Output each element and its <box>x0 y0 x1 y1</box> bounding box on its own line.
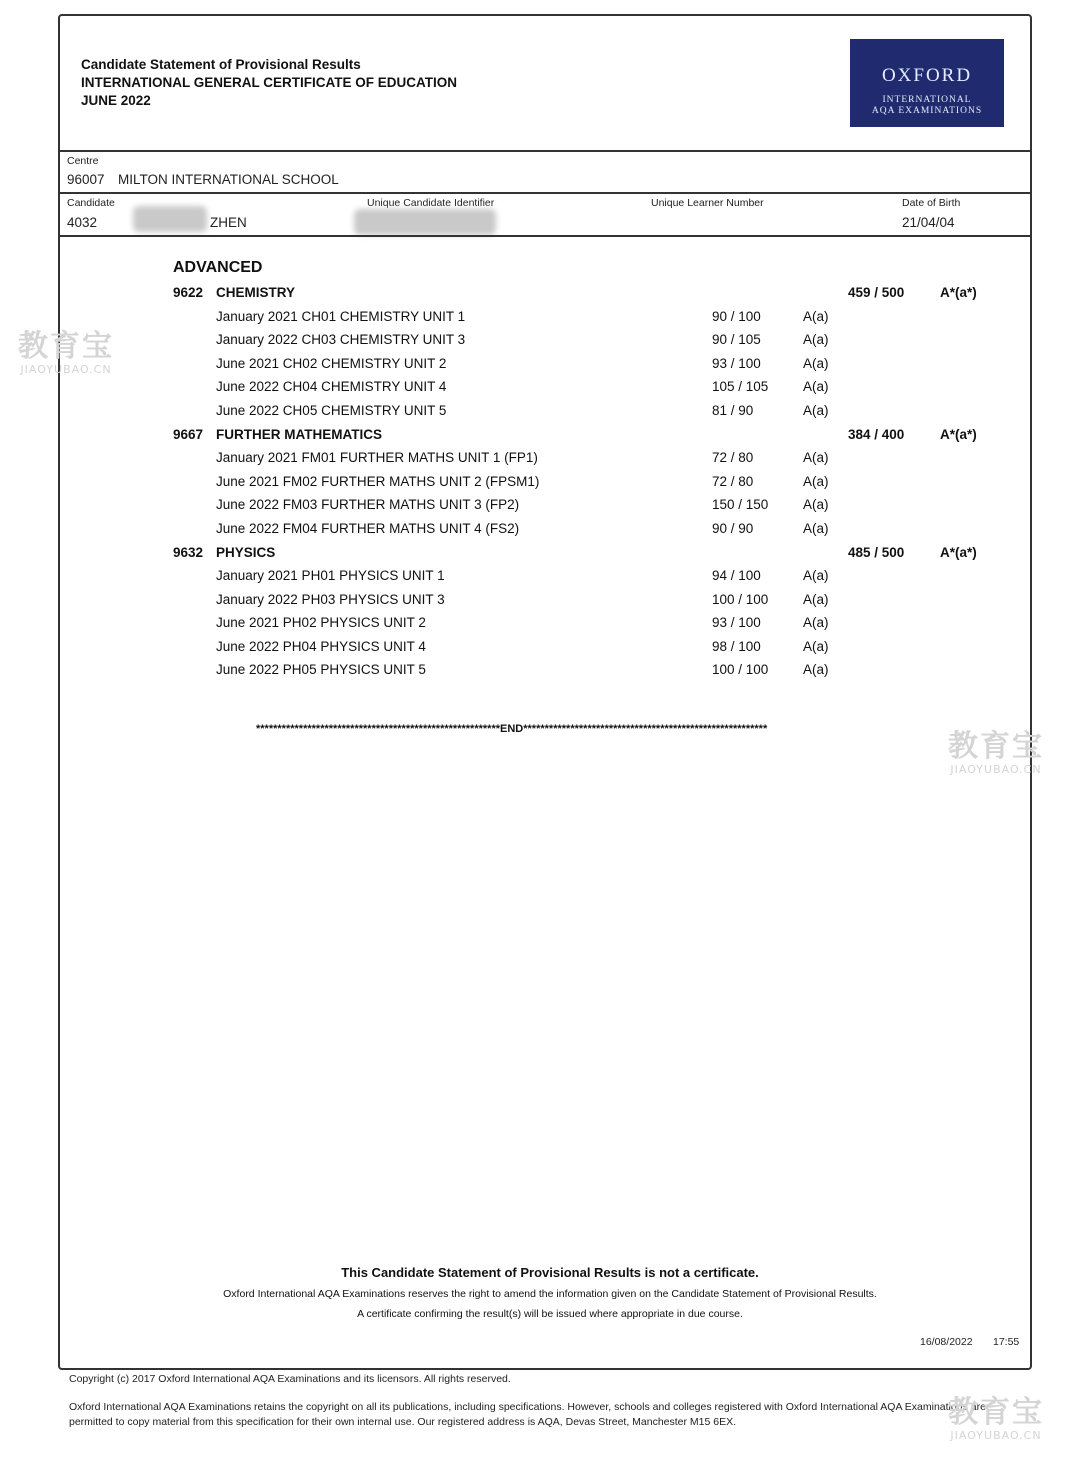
subject-row <box>0 545 1080 567</box>
section-title: ADVANCED <box>173 259 263 276</box>
amend-notice: Oxford International AQA Examinations reserves the right to amend the information given on the Candidate Statement of Provisional Results. <box>223 1288 877 1300</box>
copyright-line3: permitted to copy material from this specification for their own internal use. Our registered address is AQA, Devas Street, Manchester M15 6EX. <box>69 1416 737 1428</box>
unit-row <box>0 474 1080 496</box>
unit-row <box>0 403 1080 425</box>
issue-date: 16/08/2022 <box>920 1336 973 1348</box>
unit-mark: 90 / 105 <box>712 332 761 347</box>
unit-row <box>0 309 1080 331</box>
watermark-url: JIAOYUBAO.CN <box>950 1429 1042 1442</box>
issue-time: 17:55 <box>993 1336 1020 1348</box>
redacted-name <box>133 206 207 232</box>
certificate-notice: A certificate confirming the result(s) will be issued where appropriate in due course. <box>357 1308 743 1320</box>
unit-row <box>0 521 1080 543</box>
unit-name: June 2022 CH04 CHEMISTRY UNIT 4 <box>216 379 447 394</box>
watermark-url: JIAOYUBAO.CN <box>950 763 1042 776</box>
unit-row <box>0 615 1080 637</box>
unit-row <box>0 332 1080 354</box>
unit-row <box>0 662 1080 684</box>
unit-name: June 2021 CH02 CHEMISTRY UNIT 2 <box>216 356 447 371</box>
unit-grade: A(a) <box>803 309 829 324</box>
divider <box>58 235 1032 237</box>
unit-name: January 2021 PH01 PHYSICS UNIT 1 <box>216 568 445 583</box>
subject-row <box>0 285 1080 307</box>
unit-grade: A(a) <box>803 474 829 489</box>
unit-row <box>0 497 1080 519</box>
unit-name: January 2022 CH03 CHEMISTRY UNIT 3 <box>216 332 466 347</box>
unit-grade: A(a) <box>803 497 829 512</box>
watermark <box>948 730 1044 776</box>
unit-row <box>0 356 1080 378</box>
subject-grade: A*(a*) <box>940 545 977 560</box>
unit-mark: 90 / 100 <box>712 309 761 324</box>
watermark-text: 教育宝 <box>948 729 1044 764</box>
subject-code: 9667 <box>173 427 204 442</box>
unit-mark: 81 / 90 <box>712 403 754 418</box>
end-marker: *********************************************************END********************************************************* <box>256 723 768 735</box>
unit-row <box>0 568 1080 590</box>
subject-row <box>0 427 1080 449</box>
copyright-line1: Copyright (c) 2017 Oxford International AQA Examinations and its licensors. All rights reserved. <box>69 1373 511 1385</box>
unit-grade: A(a) <box>803 568 829 583</box>
divider <box>58 192 1032 194</box>
redacted-uci <box>354 209 496 235</box>
unit-grade: A(a) <box>803 592 829 607</box>
candidate-label: Candidate <box>67 197 115 209</box>
unit-mark: 98 / 100 <box>712 639 761 654</box>
dob-value: 21/04/04 <box>902 215 955 230</box>
unit-grade: A(a) <box>803 356 829 371</box>
unit-grade: A(a) <box>803 403 829 418</box>
subject-grade: A*(a*) <box>940 427 977 442</box>
unit-mark: 100 / 100 <box>712 662 769 677</box>
unit-grade: A(a) <box>803 639 829 654</box>
unit-row <box>0 639 1080 661</box>
unit-name: June 2022 PH04 PHYSICS UNIT 4 <box>216 639 426 654</box>
not-certificate-notice: This Candidate Statement of Provisional Results is not a certificate. <box>341 1265 759 1280</box>
unit-row <box>0 379 1080 401</box>
unit-name: June 2021 FM02 FURTHER MATHS UNIT 2 (FPSM1) <box>216 474 540 489</box>
unit-name: January 2021 FM01 FURTHER MATHS UNIT 1 (FP1) <box>216 450 538 465</box>
subject-grade: A*(a*) <box>940 285 977 300</box>
subject-name: FURTHER MATHEMATICS <box>216 427 382 442</box>
subject-name: CHEMISTRY <box>216 285 296 300</box>
unit-mark: 100 / 100 <box>712 592 769 607</box>
unit-name: June 2022 CH05 CHEMISTRY UNIT 5 <box>216 403 447 418</box>
subject-total: 485 / 500 <box>848 545 905 560</box>
subject-total: 459 / 500 <box>848 285 905 300</box>
candidate-name: ZHEN <box>210 215 247 230</box>
divider <box>58 150 1032 152</box>
unit-grade: A(a) <box>803 379 829 394</box>
unit-name: June 2021 PH02 PHYSICS UNIT 2 <box>216 615 426 630</box>
dob-label: Date of Birth <box>902 197 961 209</box>
oxford-aqa-logo <box>850 39 1004 127</box>
unit-mark: 93 / 100 <box>712 615 761 630</box>
watermark-text: 教育宝 <box>18 329 114 364</box>
unit-grade: A(a) <box>803 521 829 536</box>
subject-code: 9622 <box>173 285 204 300</box>
unit-grade: A(a) <box>803 615 829 630</box>
unit-row <box>0 592 1080 614</box>
unit-mark: 94 / 100 <box>712 568 761 583</box>
watermark <box>18 330 114 376</box>
header-title-line2: INTERNATIONAL GENERAL CERTIFICATE OF EDUCATION <box>81 75 457 90</box>
unit-grade: A(a) <box>803 662 829 677</box>
subject-name: PHYSICS <box>216 545 276 560</box>
uci-label: Unique Candidate Identifier <box>367 197 495 209</box>
unit-mark: 90 / 90 <box>712 521 754 536</box>
subject-code: 9632 <box>173 545 204 560</box>
unit-mark: 105 / 105 <box>712 379 769 394</box>
subject-total: 384 / 400 <box>848 427 905 442</box>
unit-grade: A(a) <box>803 332 829 347</box>
logo-name: OXFORD <box>881 65 973 86</box>
unit-mark: 72 / 80 <box>712 450 754 465</box>
unit-mark: 72 / 80 <box>712 474 754 489</box>
centre-label: Centre <box>67 155 99 167</box>
logo-sub1: INTERNATIONAL <box>882 95 972 105</box>
centre-number: 96007 <box>67 172 105 187</box>
uln-label: Unique Learner Number <box>651 197 764 209</box>
header-title-line1: Candidate Statement of Provisional Results <box>81 57 361 72</box>
unit-name: June 2022 PH05 PHYSICS UNIT 5 <box>216 662 426 677</box>
unit-mark: 93 / 100 <box>712 356 761 371</box>
candidate-number: 4032 <box>67 215 98 230</box>
unit-name: January 2022 PH03 PHYSICS UNIT 3 <box>216 592 445 607</box>
unit-name: June 2022 FM04 FURTHER MATHS UNIT 4 (FS2) <box>216 521 520 536</box>
unit-row <box>0 450 1080 472</box>
unit-name: June 2022 FM03 FURTHER MATHS UNIT 3 (FP2) <box>216 497 520 512</box>
logo-sub2: AQA EXAMINATIONS <box>871 106 983 116</box>
centre-name: MILTON INTERNATIONAL SCHOOL <box>118 172 339 187</box>
header-title-line3: JUNE 2022 <box>81 93 151 108</box>
unit-name: January 2021 CH01 CHEMISTRY UNIT 1 <box>216 309 466 324</box>
unit-mark: 150 / 150 <box>712 497 769 512</box>
watermark-url: JIAOYUBAO.CN <box>20 363 112 376</box>
unit-grade: A(a) <box>803 450 829 465</box>
copyright-line2: Oxford International AQA Examinations retains the copyright on all its publications, including specifications. However, schools and colleges registered with Oxford International AQA Examinations are <box>69 1401 986 1413</box>
watermark-text: 教育宝 <box>948 1395 1044 1430</box>
watermark <box>948 1396 1044 1442</box>
